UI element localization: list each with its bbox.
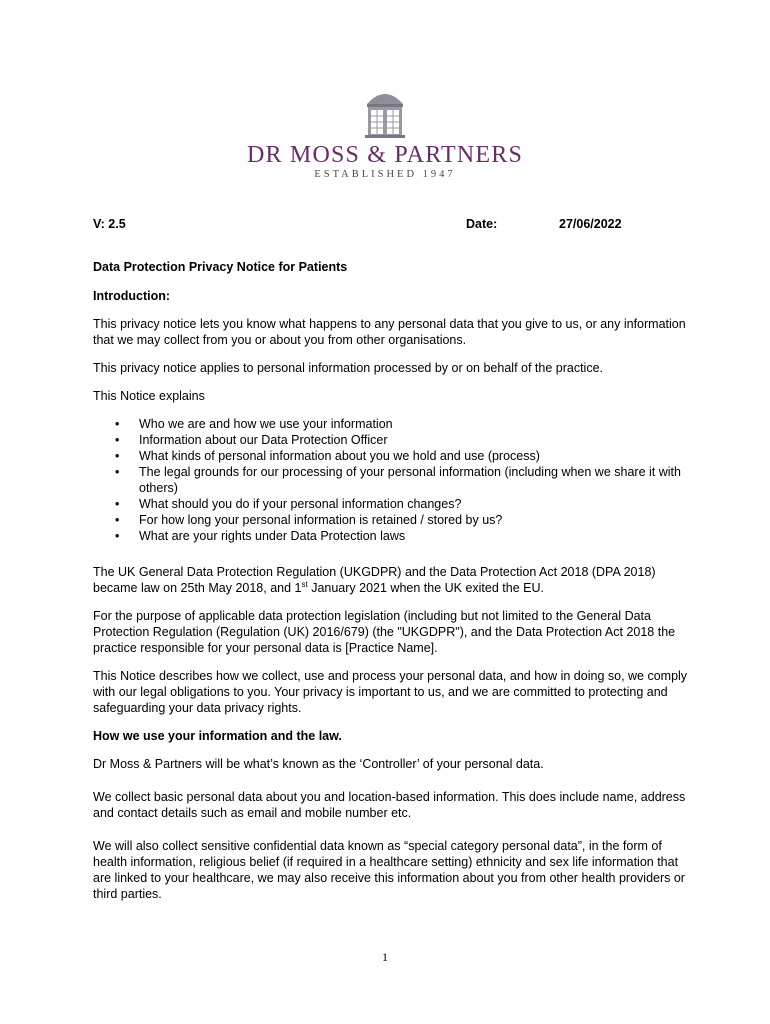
version-label: V: 2.5 <box>93 217 126 231</box>
date-label: Date: <box>466 217 498 231</box>
version-row <box>93 217 693 233</box>
date-value: 27/06/2022 <box>559 217 622 231</box>
list-item: • Who we are and how we use your information <box>93 416 693 432</box>
practice-name: DR MOSS & PARTNERS <box>246 142 524 168</box>
special-data-paragraph: We will also collect sensitive confidential data known as “special category personal data”, in the form of health information, religious belief (if required in a healthcare setting) ethnicity and sex life information that are linked to your healthcare, we may also receive this information about you from other health providers or third parties. <box>93 839 685 901</box>
explains-list <box>93 416 693 544</box>
established-text: ESTABLISHED 1947 <box>314 169 456 180</box>
list-item: • The legal grounds for our processing of your personal information (including when we share it with others) <box>93 464 693 496</box>
list-item: • For how long your personal information is retained / stored by us? <box>93 512 693 528</box>
page-number: 1 <box>382 950 388 964</box>
explains-label: This Notice explains <box>93 389 205 403</box>
intro-paragraph-1: This privacy notice lets you know what happens to any personal data that you give to us, or any information that we may collect from you or about you from other organisations. <box>93 317 686 347</box>
list-item: • Information about our Data Protection Officer <box>93 432 693 448</box>
purpose-paragraph: For the purpose of applicable data protection legislation (including but not limited to the General Data Protection Regulation (Regulation (UK) 2016/679) (the "UKGDPR"), and the Data Protection Act 2018 the practice responsible for your personal data is [Practice Name]. <box>93 609 676 655</box>
document-body <box>93 259 693 914</box>
notice-paragraph: This Notice describes how we collect, use and process your personal data, and how in doing so, we comply with our legal obligations to you. Your privacy is important to us, and we are committed to protecting and safeguarding your data privacy rights. <box>93 669 688 715</box>
controller-paragraph: Dr Moss & Partners will be what’s known as the ‘Controller’ of your personal data. <box>93 757 544 771</box>
use-heading: How we use your information and the law. <box>93 729 342 743</box>
building-icon <box>363 84 407 138</box>
law-paragraph <box>93 564 693 596</box>
basic-data-paragraph: We collect basic personal data about you and location-based information. This does include name, address and contact details such as email and mobile number etc. <box>93 790 686 820</box>
list-item: • What kinds of personal information about you we hold and use (process) <box>93 448 693 464</box>
intro-heading: Introduction: <box>93 289 171 303</box>
list-item: • What should you do if your personal information changes? <box>93 496 693 512</box>
document-title: Data Protection Privacy Notice for Patients <box>93 260 348 274</box>
intro-paragraph-2: This privacy notice applies to personal information processed by or on behalf of the practice. <box>93 361 603 375</box>
law-text-a: The UK General Data Protection Regulation (UKGDPR) and the Data Protection Act 2018 (DPA 2018) became law on 25th May 2018, and 1 <box>93 565 656 595</box>
list-item: • What are your rights under Data Protection laws <box>93 528 693 544</box>
practice-logo <box>0 84 770 181</box>
law-text-b: January 2021 when the UK exited the EU. <box>307 581 544 595</box>
ordinal-suffix: st <box>301 579 308 589</box>
